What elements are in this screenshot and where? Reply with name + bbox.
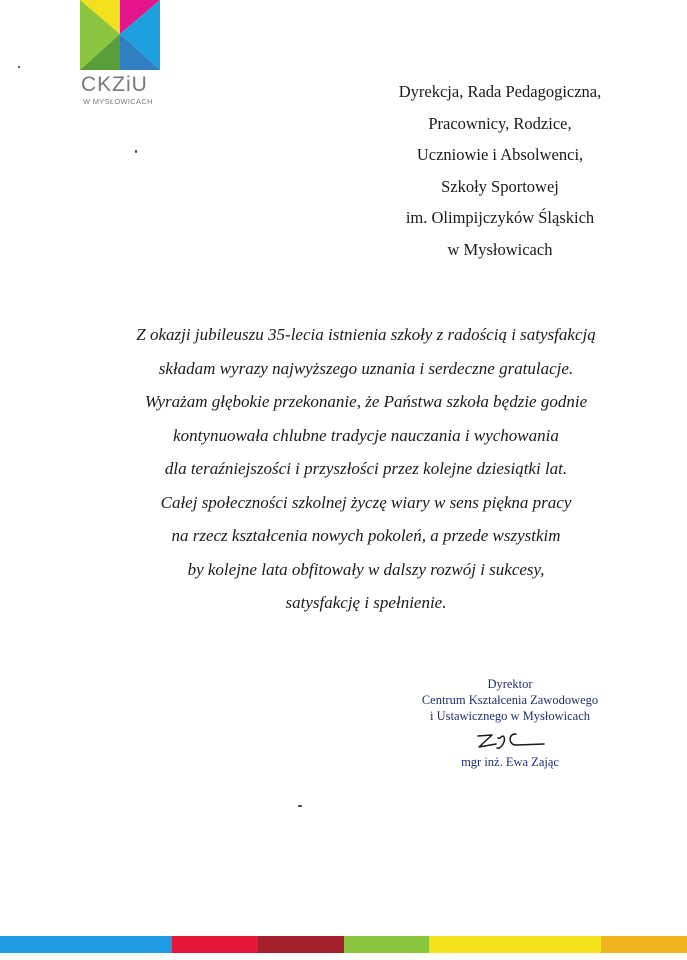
footer-color-segment bbox=[86, 936, 172, 953]
body-line: by kolejne lata obfitowały w dalszy rozwój i sukcesy, bbox=[187, 559, 545, 579]
recipient-line: Pracownicy, Rodzice, bbox=[428, 113, 572, 133]
recipient-line: Dyrekcja, Rada Pedagogiczna, bbox=[398, 82, 602, 101]
logo-subtitle: W MYSŁOWICACH bbox=[83, 97, 153, 106]
signature-block bbox=[390, 676, 630, 770]
signatory-title: Dyrektor bbox=[487, 677, 533, 691]
body-line: kontynuowała chlubne tradycje nauczania i wychowania bbox=[173, 425, 559, 445]
logo-wordmark: CKZiU bbox=[81, 73, 148, 96]
handwritten-signature-icon bbox=[470, 728, 550, 754]
recipient-line: Szkoły Sportowej bbox=[441, 176, 559, 196]
footer-color-segment bbox=[429, 936, 515, 953]
scan-speck bbox=[298, 805, 302, 807]
recipients-block bbox=[335, 76, 665, 265]
recipient-line: im. Olimpijczyków Śląskich bbox=[405, 208, 595, 227]
body-line: dla teraźniejszości i przyszłości przez kolejne dziesiątki lat. bbox=[164, 459, 568, 478]
institution-line: Centrum Kształcenia Zawodowego bbox=[421, 693, 599, 707]
body-line: Z okazji jubileuszu 35-lecia istnienia szkoły z radością i satysfakcją bbox=[136, 325, 596, 344]
footer-color-segment bbox=[515, 936, 601, 953]
footer-color-segment bbox=[0, 936, 86, 953]
footer-color-segment bbox=[172, 936, 258, 953]
footer-color-segment bbox=[258, 936, 344, 953]
scan-speck bbox=[18, 66, 20, 68]
footer-color-segment bbox=[601, 936, 687, 953]
scan-speck bbox=[135, 150, 137, 153]
footer-color-segment bbox=[344, 936, 430, 953]
body-line: satysfakcję i spełnienie. bbox=[285, 593, 447, 612]
ckziu-logo bbox=[80, 0, 160, 112]
body-line: Wyrażam głębokie przekonanie, że Państwa szkoła będzie godnie bbox=[144, 392, 588, 411]
letter-body bbox=[95, 318, 637, 620]
recipient-line: w Mysłowicach bbox=[447, 239, 553, 259]
body-line: na rzecz kształcenia nowych pokoleń, a przede wszystkim bbox=[171, 526, 561, 545]
logo-emblem-icon bbox=[80, 0, 160, 74]
signatory-name: mgr inż. Ewa Zając bbox=[461, 755, 559, 769]
footer-color-bar bbox=[0, 936, 687, 953]
institution-line: i Ustawicznego w Mysłowicach bbox=[429, 709, 591, 723]
body-line: składam wyrazy najwyższego uznania i serdeczne gratulacje. bbox=[158, 358, 574, 378]
recipient-line: Uczniowie i Absolwenci, bbox=[416, 145, 584, 164]
body-line: Całej społeczności szkolnej życzę wiary w sens piękna pracy bbox=[160, 492, 572, 512]
